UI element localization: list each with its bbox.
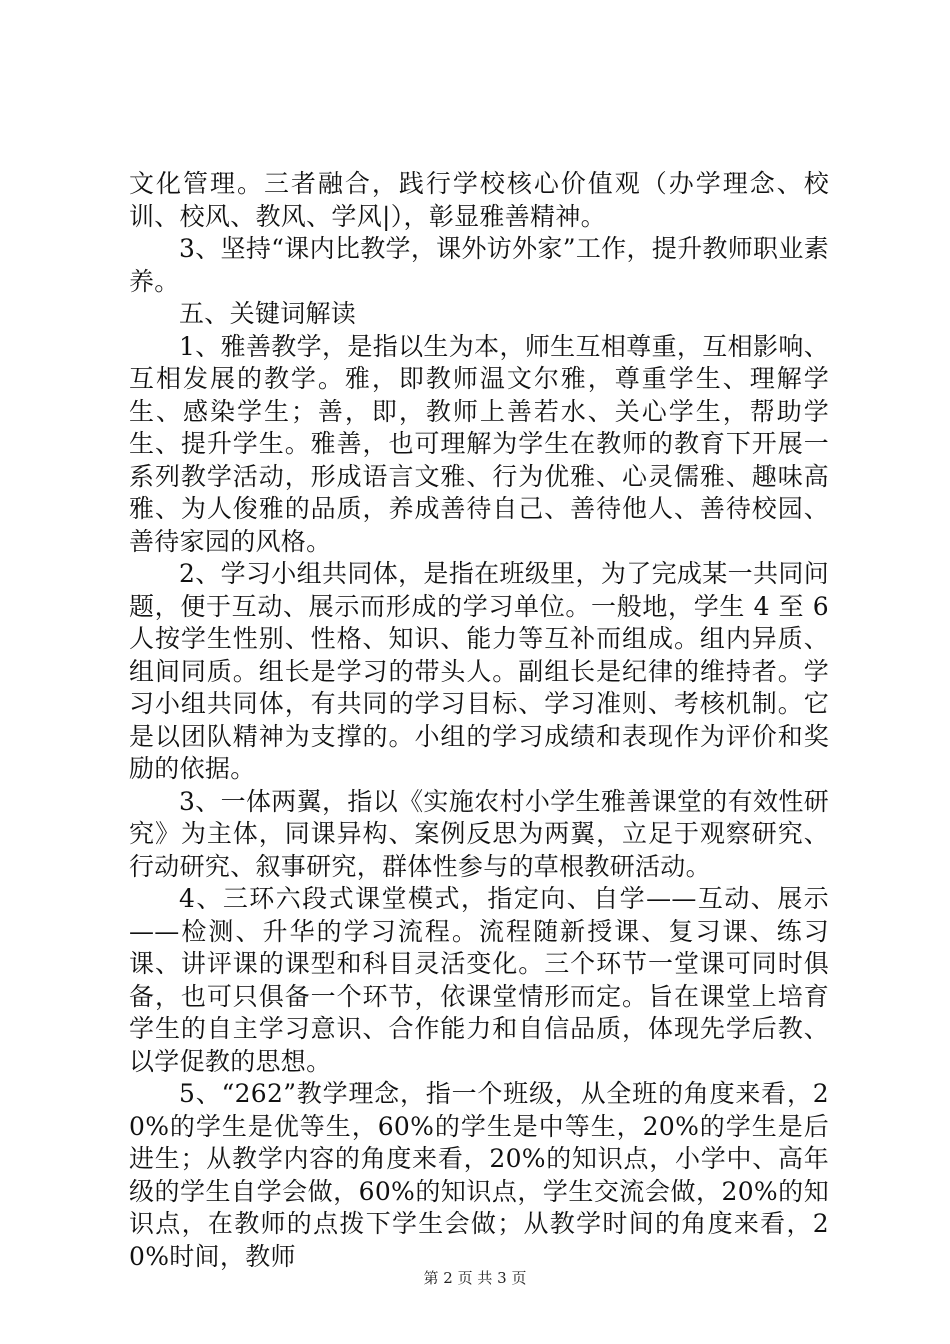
document-body [129,168,829,1273]
paragraph-keyword-2: 2、学习小组共同体，是指在班级里，为了完成某一共同问题，便于互动、展示而形成的学习单位。一般地，学生 4 至 6 人按学生性别、性格、知识、能力等互补而组成。组内异质、组间同质。组长是学习的带头人。副组长是纪律的维持者。学习小组共同体，有共同的学习目标、学习准则、考核机制。它是以团队精神为支撑的。小组的学习成绩和表现作为评价和奖励的依据。 [129,559,829,783]
paragraph-keyword-3: 3、一体两翼，指以《实施农村小学生雅善课堂的有效性研究》为主体，同课异构、案例反思为两翼，立足于观察研究、行动研究、叙事研究，群体性参与的草根教研活动。 [129,786,829,881]
paragraph-keyword-5: 5、“262”教学理念，指一个班级，从全班的角度来看，20%的学生是优等生，60%的学生是中等生，20%的学生是后进生；从教学内容的角度来看，20%的知识点，小学中、高年级的学生自学会做，60%的知识点，学生交流会做，20%的知识点，在教师的点拨下学生会做；从教学时间的角度来看，20%时间，教师 [129,1079,829,1271]
paragraph-keyword-1: 1、雅善教学，是指以生为本，师生互相尊重，互相影响、互相发展的教学。雅，即教师温文尔雅，尊重学生、理解学生、感染学生；善，即，教师上善若水、关心学生，帮助学生、提升学生。雅善，也可理解为学生在教师的教育下开展一系列教学活动，形成语言文雅、行为优雅、心灵儒雅、趣味高雅、为人俊雅的品质，养成善待自己、善待他人、善待校园、善待家园的风格。 [129,331,829,556]
paragraph-culture-management: 文化管理。三者融合，践行学校核心价值观（办学理念、校训、校风、教风、学风|），彰显雅善精神。 [129,169,829,231]
paragraph-item-3-teaching: 3、坚持“课内比教学，课外访外家”工作，提升教师职业素养。 [129,234,829,296]
page-footer: 第 2 页 共 3 页 [423,1269,527,1287]
section-heading-keywords: 五、关键词解读 [179,299,357,328]
paragraph-keyword-4: 4、三环六段式课堂模式，指定向、自学——互动、展示——检测、升华的学习流程。流程随新授课、复习课、练习课、讲评课的课型和科目灵活变化。三个环节一堂课可同时俱备，也可只俱备一个环节，依课堂情形而定。旨在课堂上培育学生的自主学习意识、合作能力和自信品质，体现先学后教、以学促教的思想。 [129,884,829,1076]
